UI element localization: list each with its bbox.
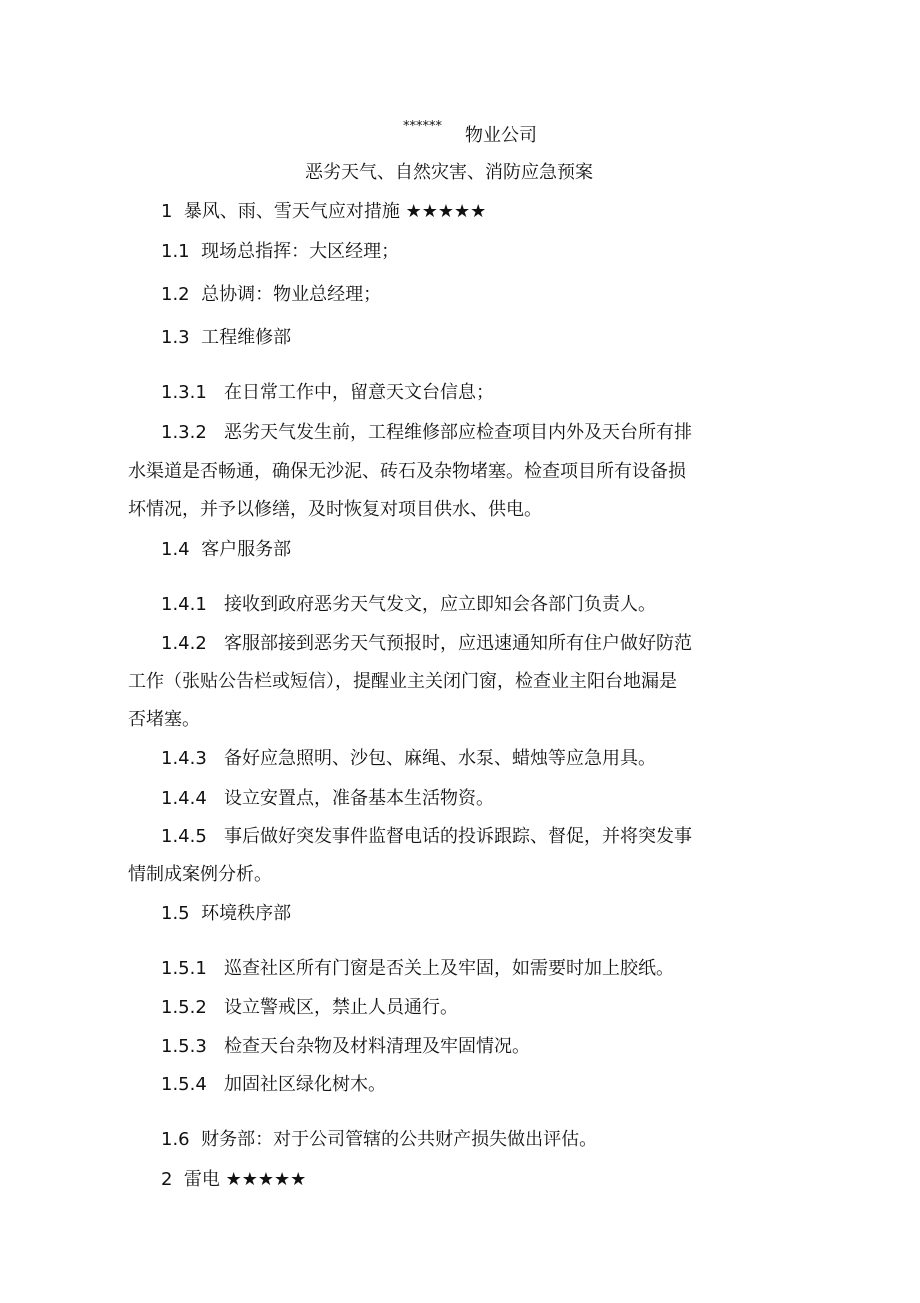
section-number: 1.4.5 bbox=[161, 826, 207, 847]
section-text: 备好应急照明、沙包、麻绳、水泵、蜡烛等应急用具。 bbox=[223, 748, 656, 769]
section-text: 雷电 ★★★★★ bbox=[183, 1169, 307, 1190]
section-text: 客户服务部 bbox=[201, 539, 292, 560]
section-number: 1.4.1 bbox=[161, 594, 207, 615]
item-1-4-1 bbox=[161, 594, 656, 616]
item-1-3 bbox=[161, 327, 291, 349]
section-number: 1 bbox=[161, 201, 173, 222]
section-number: 1.5.1 bbox=[161, 958, 207, 979]
item-1-5-1 bbox=[161, 958, 674, 980]
section-number: 1.1 bbox=[161, 241, 190, 262]
item-1-4-3 bbox=[161, 748, 656, 770]
section-number: 1.4.2 bbox=[161, 633, 207, 654]
item-1-4-5 bbox=[161, 826, 692, 848]
item-1-3-2 bbox=[161, 422, 692, 444]
item-1-1 bbox=[161, 241, 399, 263]
section-number: 1.3.1 bbox=[161, 382, 207, 403]
section-text: 接收到政府恶劣天气发文，应立即知会各部门负责人。 bbox=[223, 594, 656, 615]
section-number: 1.5 bbox=[161, 903, 190, 924]
section-number: 1.6 bbox=[161, 1129, 190, 1150]
item-1-3-2-cont-1: 水渠道是否畅通，确保无沙泥、砖石及杂物堵塞。检查项目所有设备损 bbox=[128, 461, 686, 482]
item-1-4-5-cont: 情制成案例分析。 bbox=[128, 864, 272, 885]
section-text: 设立警戒区，禁止人员通行。 bbox=[223, 997, 458, 1018]
item-1-4 bbox=[161, 539, 291, 561]
section-number: 1.5.2 bbox=[161, 997, 207, 1018]
section-text: 工程维修部 bbox=[201, 327, 292, 348]
section-number: 1.3.2 bbox=[161, 422, 207, 443]
header-asterisks: ****** bbox=[403, 119, 442, 134]
item-1-4-4 bbox=[161, 788, 494, 810]
item-1-5-4 bbox=[161, 1074, 386, 1096]
section-number: 1.3 bbox=[161, 327, 190, 348]
section-text: 加固社区绿化树木。 bbox=[223, 1074, 386, 1095]
item-1-4-2-cont-2: 否堵塞。 bbox=[128, 709, 200, 730]
section-text: 总协调：物业总经理； bbox=[201, 284, 382, 305]
item-1-5-3 bbox=[161, 1036, 530, 1058]
section-text: 现场总指挥：大区经理； bbox=[201, 241, 400, 262]
section-text: 检查天台杂物及材料清理及牢固情况。 bbox=[223, 1036, 530, 1057]
item-1-5-2 bbox=[161, 997, 458, 1019]
section-text: 事后做好突发事件监督电话的投诉跟踪、督促，并将突发事 bbox=[223, 826, 692, 847]
section-text: 设立安置点，准备基本生活物资。 bbox=[223, 788, 494, 809]
section-number: 1.5.4 bbox=[161, 1074, 207, 1095]
document-title: 恶劣天气、自然灾害、消防应急预案 bbox=[305, 162, 593, 183]
section-number: 1.4.3 bbox=[161, 748, 207, 769]
section-2-heading bbox=[161, 1169, 306, 1191]
section-number: 1.2 bbox=[161, 284, 190, 305]
section-text: 财务部：对于公司管辖的公共财产损失做出评估。 bbox=[201, 1129, 598, 1150]
item-1-4-2 bbox=[161, 633, 692, 655]
section-number: 1.4 bbox=[161, 539, 190, 560]
section-text: 暴风、雨、雪天气应对措施 ★★★★★ bbox=[183, 201, 487, 222]
item-1-4-2-cont-1: 工作（张贴公告栏或短信），提醒业主关闭门窗，检查业主阳台地漏是 bbox=[128, 671, 677, 692]
item-1-2 bbox=[161, 284, 381, 306]
section-number: 1.4.4 bbox=[161, 788, 207, 809]
section-text: 环境秩序部 bbox=[201, 903, 292, 924]
section-text: 客服部接到恶劣天气预报时，应迅速通知所有住户做好防范 bbox=[223, 633, 692, 654]
section-text: 恶劣天气发生前，工程维修部应检查项目内外及天台所有排 bbox=[223, 422, 692, 443]
section-text: 在日常工作中，留意天文台信息； bbox=[223, 382, 494, 403]
section-text: 巡查社区所有门窗是否关上及牢固，如需要时加上胶纸。 bbox=[223, 958, 674, 979]
item-1-3-2-cont-2: 坏情况，并予以修缮，及时恢复对项目供水、供电。 bbox=[128, 499, 542, 520]
item-1-6 bbox=[161, 1129, 597, 1151]
section-1-heading bbox=[161, 201, 486, 223]
item-1-3-1 bbox=[161, 382, 494, 404]
section-number: 1.5.3 bbox=[161, 1036, 207, 1057]
section-number: 2 bbox=[161, 1169, 173, 1190]
company-name: 物业公司 bbox=[465, 125, 537, 146]
item-1-5 bbox=[161, 903, 291, 925]
